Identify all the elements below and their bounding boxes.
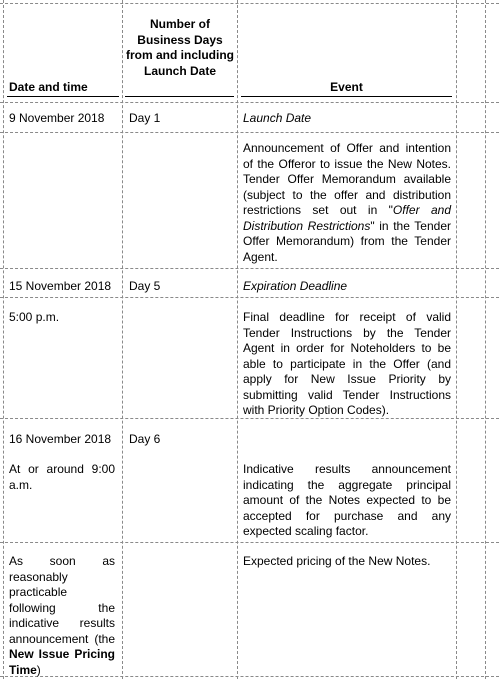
pricing-time-text-end: ) bbox=[36, 662, 41, 677]
row-border bbox=[0, 3, 499, 4]
row-results-date: 16 November 2018 bbox=[9, 432, 112, 446]
row-pricing-event: Expected pricing of the New Notes. bbox=[243, 554, 431, 568]
restrictions-reference: Offer and Distribution Restrictions bbox=[243, 203, 451, 233]
pricing-time-text: As soon as reasonably practicable following the indicative results announcement (the bbox=[9, 554, 115, 646]
header-underline bbox=[125, 96, 234, 97]
row-border bbox=[0, 132, 499, 133]
row-expiration-day: Day 5 bbox=[129, 279, 161, 293]
row-launch-event: Launch Date bbox=[243, 111, 312, 125]
row-border bbox=[0, 268, 499, 269]
row-deadline-event: Final deadline for receipt of valid Tender Instructions by the Tender Agent in order for Noteholders to be able to participate in the Offer (and apply for New Issue Priority by submitting valid Tender Instructions with Priority Option Codes). bbox=[243, 310, 451, 417]
row-results-event: Indicative results announcement indicating the aggregate principal amount of the Notes expected to be accepted for purchase and any expected scaling factor. bbox=[243, 462, 451, 538]
row-results-day: Day 6 bbox=[129, 432, 161, 446]
row-announcement-event bbox=[243, 141, 451, 265]
header-underline bbox=[241, 96, 452, 97]
row-border bbox=[0, 102, 499, 103]
row-results-time: At or around 9:00 a.m. bbox=[9, 462, 115, 492]
header-date-and-time: Date and time bbox=[9, 80, 88, 94]
row-border bbox=[0, 297, 499, 298]
new-issue-pricing-time: New Issue Pricing Time bbox=[9, 647, 115, 677]
row-deadline-time: 5:00 p.m. bbox=[9, 310, 60, 324]
row-launch-day: Day 1 bbox=[129, 111, 161, 125]
header-underline bbox=[7, 96, 119, 97]
announcement-text-end: " in the Tender Offer Memorandum) from the Tender Agent. bbox=[243, 218, 451, 264]
row-border bbox=[0, 542, 499, 543]
row-expiration-date: 15 November 2018 bbox=[9, 279, 112, 293]
row-launch-date: 9 November 2018 bbox=[9, 111, 105, 125]
row-pricing-time bbox=[9, 554, 115, 678]
header-event: Event bbox=[330, 80, 363, 94]
row-expiration-event: Expiration Deadline bbox=[243, 279, 348, 293]
announcement-text: Announcement of Offer and intention of the Offeror to issue the New Notes. Tender Offer Memorandum available (subject to the offer and distribution restrictions set out in " bbox=[243, 141, 451, 217]
header-business-days: Number of Business Days from and including Launch Date bbox=[126, 17, 234, 78]
